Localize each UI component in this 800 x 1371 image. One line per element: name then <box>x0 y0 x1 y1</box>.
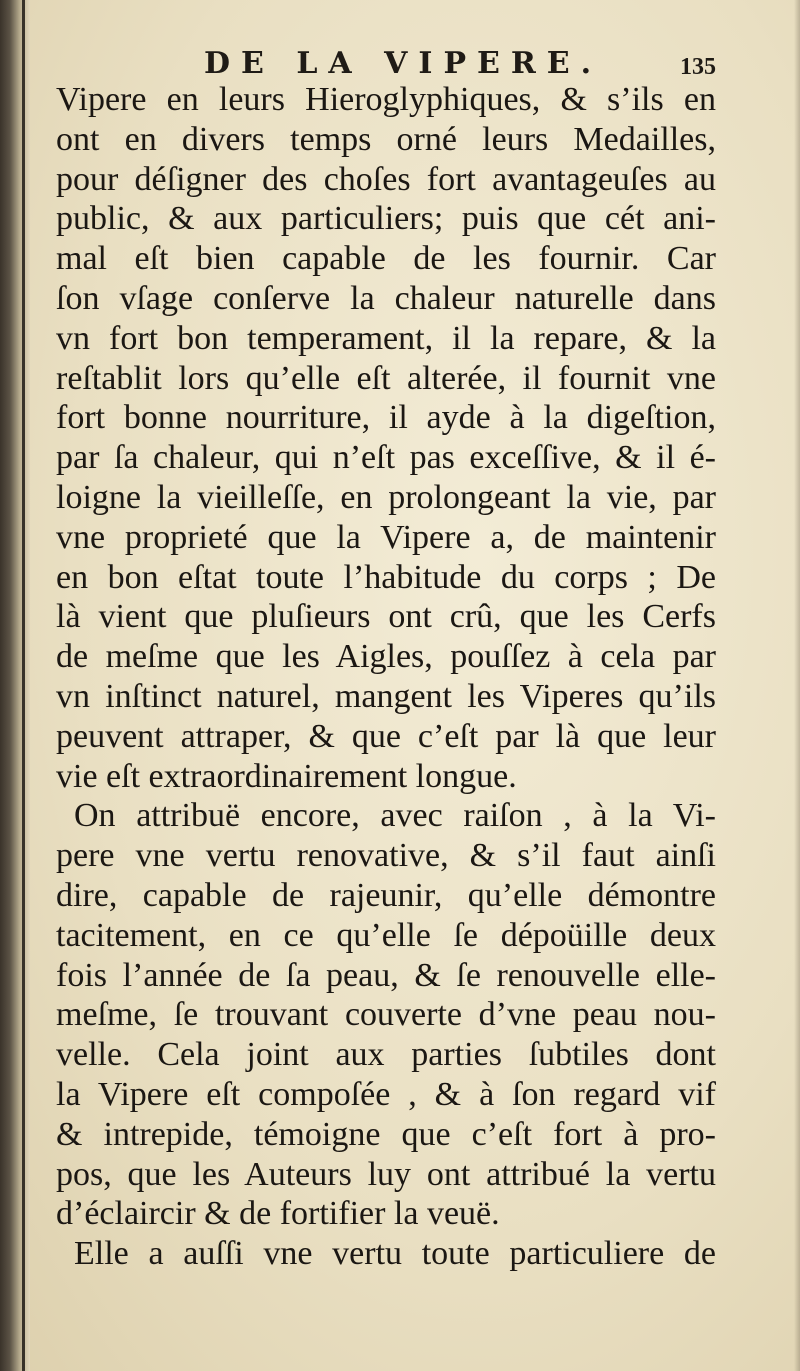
text-line: vne proprieté que la Vipere a, de maintenir <box>56 518 716 556</box>
text-line: meſme, ſe trouvant couverte d’vne peau nou- <box>56 996 716 1034</box>
text-line: & intrepide, témoigne que c’eſt fort à pro- <box>56 1115 716 1153</box>
text-line: Elle a auſſi vne vertu toute particuliere de <box>74 1235 716 1273</box>
text-line: vie eſt extraordinairement longue. <box>56 757 517 795</box>
text-line: velle. Cela joint aux parties ſubtiles dont <box>56 1036 716 1074</box>
text-line: d’éclaircir & de fortifier la veuë. <box>56 1195 500 1233</box>
text-line: On attribuë encore, avec raiſon , à la Vi- <box>74 797 716 835</box>
text-line: mal eſt bien capable de les fournir. Car <box>56 240 716 278</box>
text-line: vn inſtinct naturel, mangent les Viperes qu’ils <box>56 677 716 715</box>
text-line: ont en divers temps orné leurs Medailles, <box>56 120 716 158</box>
body-text <box>56 80 716 1274</box>
text-line: en bon eſtat toute l’habitude du corps ; De <box>56 558 716 596</box>
gutter-edge-line <box>22 0 25 1371</box>
page-number: 135 <box>680 54 716 80</box>
text-line: public, & aux particuliers; puis que cét ani- <box>56 200 716 238</box>
text-line: ſon vſage conſerve la chaleur naturelle dans <box>56 279 716 317</box>
text-line: fois l’année de ſa peau, & ſe renouvelle elle- <box>56 956 716 994</box>
text-line: loigne la vieilleſſe, en prolongeant la vie, par <box>56 478 716 516</box>
text-line: tacitement, en ce qu’elle ſe dépoüille deux <box>56 916 716 954</box>
text-line: par ſa chaleur, qui n’eſt pas exceſſive, & il é- <box>56 439 716 477</box>
text-line: de meſme que les Aigles, pouſſez à cela par <box>56 638 716 676</box>
text-line: Vipere en leurs Hieroglyphiques, & s’ils en <box>56 81 716 118</box>
text-line: pos, que les Auteurs luy ont attribué la vertu <box>56 1155 716 1193</box>
text-line: peuvent attraper, & que c’eſt par là que leur <box>56 717 716 755</box>
binding-gutter <box>0 0 30 1371</box>
text-line: fort bonne nourriture, il ayde à la digeſtion, <box>56 399 716 437</box>
running-title: DE LA VIPERE. <box>204 46 603 81</box>
text-line: là vient que pluſieurs ont crû, que les Cerfs <box>56 598 716 636</box>
text-line: reſtablit lors qu’elle eſt alterée, il fournit vne <box>56 359 716 397</box>
page-edge-shadow <box>794 0 800 1371</box>
text-line: pour déſigner des choſes fort avantageuſes au <box>56 160 716 198</box>
text-line: pere vne vertu renovative, & s’il faut ainſi <box>56 837 716 875</box>
text-line: la Vipere eſt compoſée , & à ſon regard vif <box>56 1075 716 1113</box>
text-line: vn fort bon temperament, il la repare, & la <box>56 319 716 357</box>
text-line: dire, capable de rajeunir, qu’elle démontre <box>56 876 716 914</box>
